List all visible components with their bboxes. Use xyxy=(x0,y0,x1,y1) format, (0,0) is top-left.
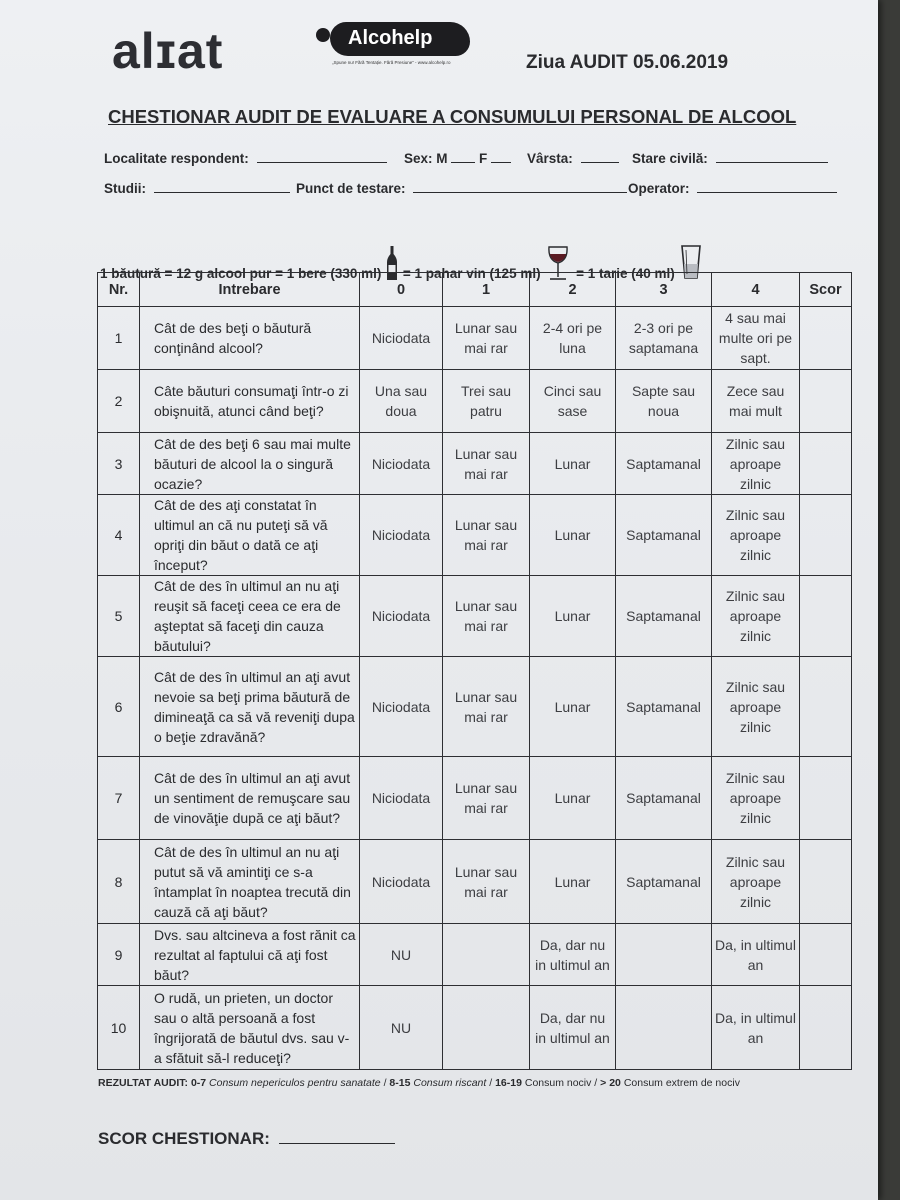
header-option-2: 2 xyxy=(530,273,616,307)
field-sex-m-label: Sex: M xyxy=(404,151,448,166)
option-3-cell[interactable] xyxy=(616,986,712,1070)
field-sex-f-label: F xyxy=(479,151,488,166)
row-number: 7 xyxy=(98,757,140,840)
audit-table xyxy=(97,272,852,1070)
row-number: 10 xyxy=(98,986,140,1070)
score-cell[interactable] xyxy=(800,307,852,370)
option-1-cell[interactable] xyxy=(443,924,530,986)
score-cell[interactable] xyxy=(800,840,852,924)
option-1-cell[interactable]: Lunar sau mai rar xyxy=(443,657,530,757)
score-cell[interactable] xyxy=(800,576,852,657)
option-2-cell[interactable]: Lunar xyxy=(530,433,616,495)
option-4-cell[interactable]: Zilnic sau aproape zilnic xyxy=(712,757,800,840)
question-text: Dvs. sau altcineva a fost rănit ca rezultat al faptului că aţi fost băut? xyxy=(140,924,360,986)
field-stare-civila[interactable] xyxy=(632,150,828,166)
result-range-3: 16-19 xyxy=(495,1077,522,1089)
table-row xyxy=(98,657,852,757)
option-0-cell[interactable]: Niciodata xyxy=(360,495,443,576)
result-range-1-text: Consum nepericulos pentru sanatate xyxy=(209,1077,381,1089)
field-varsta-line[interactable] xyxy=(581,150,619,163)
equivalence-wine-text: = 1 pahar vin (125 ml) xyxy=(402,266,541,281)
alcohelp-tagline: „Spune nu! Fără Tentație. Fără Presiune“ - www.alcohelp.ro xyxy=(332,60,451,65)
field-sex-f-line[interactable] xyxy=(491,150,511,163)
option-2-cell[interactable]: Lunar xyxy=(530,840,616,924)
option-0-cell[interactable]: Niciodata xyxy=(360,840,443,924)
table-row xyxy=(98,370,852,433)
alcohelp-logo xyxy=(312,12,470,72)
option-1-cell[interactable]: Lunar sau mai rar xyxy=(443,433,530,495)
question-text: Cât de des în ultimul an aţi avut un sentiment de remuşcare sau de vinovăţie după ce aţi băut? xyxy=(140,757,360,840)
field-punct-testare[interactable] xyxy=(296,180,627,196)
header-nr: Nr. xyxy=(98,273,140,307)
field-stare-civila-line[interactable] xyxy=(716,150,828,163)
questionnaire-score-line[interactable] xyxy=(279,1128,395,1144)
option-4-cell[interactable]: Zilnic sau aproape zilnic xyxy=(712,657,800,757)
result-range-2: 8-15 xyxy=(389,1077,411,1089)
option-3-cell[interactable]: Saptamanal xyxy=(616,433,712,495)
score-cell[interactable] xyxy=(800,370,852,433)
option-4-cell[interactable]: Zilnic sau aproape zilnic xyxy=(712,495,800,576)
score-cell[interactable] xyxy=(800,986,852,1070)
option-1-cell[interactable] xyxy=(443,986,530,1070)
table-row xyxy=(98,924,852,986)
option-3-cell[interactable]: 2-3 ori pe saptamana xyxy=(616,307,712,370)
field-sex-m-line[interactable] xyxy=(451,150,475,163)
question-text: O rudă, un prieten, un doctor sau o altă persoană a fost îngrijorată de băutul dvs. sau v-a sfătuit să-l reduceţi? xyxy=(140,986,360,1070)
table-row xyxy=(98,495,852,576)
field-localitate-line[interactable] xyxy=(257,150,387,163)
header-option-4: 4 xyxy=(712,273,800,307)
option-4-cell[interactable]: Da, in ultimul an xyxy=(712,924,800,986)
row-number: 9 xyxy=(98,924,140,986)
option-1-cell[interactable]: Lunar sau mai rar xyxy=(443,576,530,657)
option-0-cell[interactable]: Niciodata xyxy=(360,307,443,370)
option-1-cell[interactable]: Trei sau patru xyxy=(443,370,530,433)
option-3-cell[interactable]: Saptamanal xyxy=(616,495,712,576)
row-number: 1 xyxy=(98,307,140,370)
row-number: 4 xyxy=(98,495,140,576)
option-0-cell[interactable]: Una sau doua xyxy=(360,370,443,433)
option-4-cell[interactable]: Zilnic sau aproape zilnic xyxy=(712,433,800,495)
option-2-cell[interactable]: Lunar xyxy=(530,757,616,840)
option-2-cell[interactable]: Lunar xyxy=(530,657,616,757)
option-4-cell[interactable]: Zece sau mai mult xyxy=(712,370,800,433)
row-number: 5 xyxy=(98,576,140,657)
header-option-0: 0 xyxy=(360,273,443,307)
option-0-cell[interactable]: Niciodata xyxy=(360,433,443,495)
field-localitate-label: Localitate respondent: xyxy=(104,151,249,166)
result-range-3-text: Consum nociv xyxy=(524,1077,592,1089)
result-range-1: 0-7 xyxy=(190,1077,207,1089)
table-row xyxy=(98,757,852,840)
option-3-cell[interactable] xyxy=(616,924,712,986)
header-option-3: 3 xyxy=(616,273,712,307)
header-option-1: 1 xyxy=(443,273,530,307)
option-3-cell[interactable]: Saptamanal xyxy=(616,840,712,924)
table-row xyxy=(98,840,852,924)
question-text: Cât de des aţi constatat în ultimul an că nu puteţi să vă opriţi din băut o dată ce aţi început? xyxy=(140,495,360,576)
field-varsta[interactable] xyxy=(527,150,619,166)
option-2-cell[interactable]: Cinci sau sase xyxy=(530,370,616,433)
document-title: CHESTIONAR AUDIT DE EVALUARE A CONSUMULUI PERSONAL DE ALCOOL xyxy=(108,106,797,127)
option-4-cell[interactable]: Da, in ultimul an xyxy=(712,986,800,1070)
option-2-cell[interactable]: Da, dar nu in ultimul an xyxy=(530,924,616,986)
field-operator-line[interactable] xyxy=(697,180,837,193)
questionnaire-score[interactable] xyxy=(98,1128,395,1149)
score-cell[interactable] xyxy=(800,657,852,757)
question-text: Câte băuturi consumaţi într-o zi obişnuită, atunci când beţi? xyxy=(140,370,360,433)
alcohelp-logo-text: Alcohelp xyxy=(348,27,433,49)
table-row xyxy=(98,433,852,495)
option-1-cell[interactable]: Lunar sau mai rar xyxy=(443,840,530,924)
question-text: Cât de des beţi 6 sau mai multe băuturi de alcool la o singură ocazie? xyxy=(140,433,360,495)
option-3-cell[interactable]: Saptamanal xyxy=(616,657,712,757)
option-0-cell[interactable]: NU xyxy=(360,924,443,986)
field-operator-label: Operator: xyxy=(628,181,690,196)
option-2-cell[interactable]: Lunar xyxy=(530,576,616,657)
field-sex[interactable] xyxy=(404,150,511,166)
row-number: 3 xyxy=(98,433,140,495)
row-number: 6 xyxy=(98,657,140,757)
question-text: Cât de des în ultimul an nu aţi reuşit să faceţi ceea ce era de aşteptat să faceţi din cauza băutului? xyxy=(140,576,360,657)
question-text: Cât de des în ultimul an aţi avut nevoie sa beţi prima băutură de dimineaţă ca să vă reveniţi dupa o beţie zdravănă? xyxy=(140,657,360,757)
option-0-cell[interactable]: Niciodata xyxy=(360,657,443,757)
field-punct-testare-label: Punct de testare: xyxy=(296,181,406,196)
option-2-cell[interactable]: Da, dar nu in ultimul an xyxy=(530,986,616,1070)
option-0-cell[interactable]: Niciodata xyxy=(360,757,443,840)
field-studii-label: Studii: xyxy=(104,181,146,196)
field-studii[interactable] xyxy=(104,180,290,196)
audit-result-legend: REZULTAT AUDIT: 0-7 Consum nepericulos pentru sanatate / 8-15 Consum riscant / 16-19 Consum nociv / > 20 Consum extrem de nociv xyxy=(98,1077,740,1089)
header-scor: Scor xyxy=(800,273,852,307)
table-row xyxy=(98,307,852,370)
score-cell[interactable] xyxy=(800,924,852,986)
equivalence-beer-text: 1 băutură = 12 g alcool pur = 1 bere (330 ml) xyxy=(100,266,382,281)
option-0-cell[interactable]: NU xyxy=(360,986,443,1070)
audit-date: Ziua AUDIT 05.06.2019 xyxy=(526,52,729,73)
result-range-4-text: Consum extrem de nociv xyxy=(623,1077,740,1089)
row-number: 2 xyxy=(98,370,140,433)
option-3-cell[interactable]: Saptamanal xyxy=(616,576,712,657)
option-1-cell[interactable]: Lunar sau mai rar xyxy=(443,307,530,370)
altat-logo: alɪat xyxy=(112,23,224,79)
option-3-cell[interactable]: Saptamanal xyxy=(616,757,712,840)
question-text: Cât de des în ultimul an nu aţi putut să vă amintiţi ce s-a întamplat în noaptea trecută din cauză că aţi băut? xyxy=(140,840,360,924)
option-4-cell[interactable]: Zilnic sau aproape zilnic xyxy=(712,840,800,924)
score-cell[interactable] xyxy=(800,433,852,495)
field-studii-line[interactable] xyxy=(154,180,290,193)
score-cell[interactable] xyxy=(800,757,852,840)
table-header-row xyxy=(98,273,852,307)
table-row xyxy=(98,986,852,1070)
result-range-2-text: Consum riscant xyxy=(413,1077,487,1089)
field-punct-testare-line[interactable] xyxy=(413,180,627,193)
table-row xyxy=(98,576,852,657)
question-text: Cât de des beţi o băutură conţinând alcool? xyxy=(140,307,360,370)
field-varsta-label: Vârsta: xyxy=(527,151,573,166)
row-number: 8 xyxy=(98,840,140,924)
field-localitate[interactable] xyxy=(104,150,387,166)
option-4-cell[interactable]: Zilnic sau aproape zilnic xyxy=(712,576,800,657)
option-1-cell[interactable]: Lunar sau mai rar xyxy=(443,757,530,840)
result-range-4: > 20 xyxy=(600,1077,621,1089)
result-label: REZULTAT AUDIT: xyxy=(98,1077,189,1089)
option-2-cell[interactable]: 2-4 ori pe luna xyxy=(530,307,616,370)
header-intrebare: Intrebare xyxy=(140,273,360,307)
score-cell[interactable] xyxy=(800,495,852,576)
option-2-cell[interactable]: Lunar xyxy=(530,495,616,576)
option-3-cell[interactable]: Sapte sau noua xyxy=(616,370,712,433)
questionnaire-score-label: SCOR CHESTIONAR: xyxy=(98,1129,270,1148)
option-1-cell[interactable]: Lunar sau mai rar xyxy=(443,495,530,576)
equivalence-spirit-text: = 1 tarie (40 ml) xyxy=(576,266,675,281)
field-stare-civila-label: Stare civilă: xyxy=(632,151,708,166)
option-4-cell[interactable]: 4 sau mai multe ori pe sapt. xyxy=(712,307,800,370)
field-operator[interactable] xyxy=(628,180,837,196)
option-0-cell[interactable]: Niciodata xyxy=(360,576,443,657)
